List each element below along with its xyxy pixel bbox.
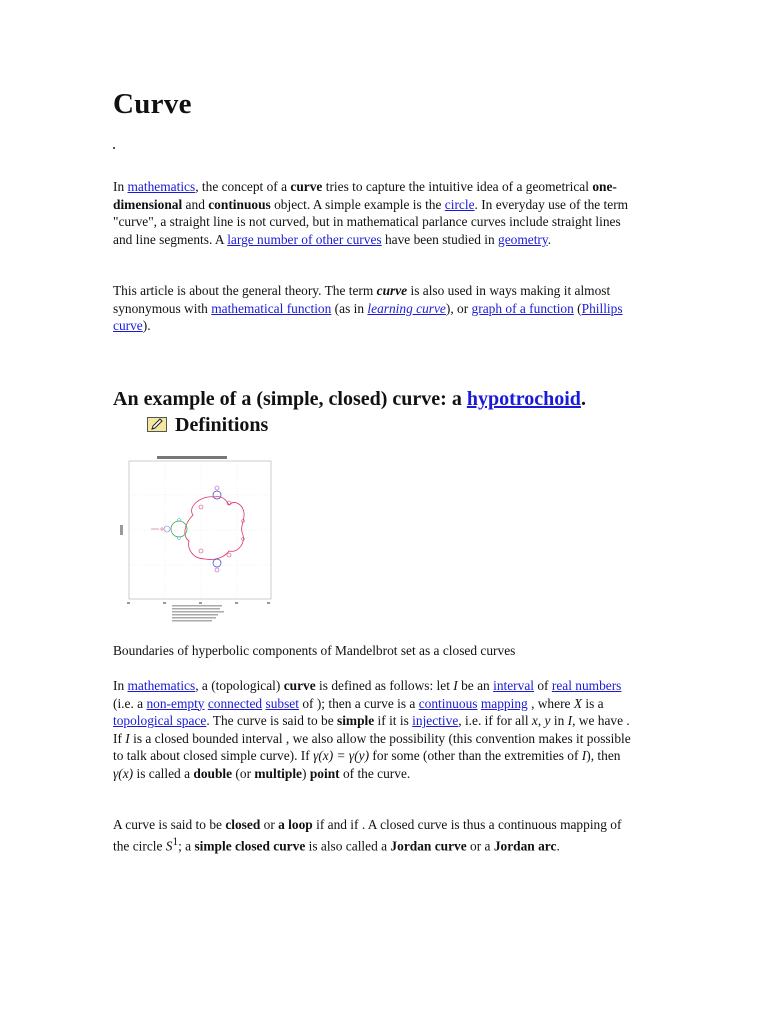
text: . <box>556 838 560 854</box>
bold-italic-term: curve <box>376 283 408 298</box>
text: for some (other than the extremities of <box>369 748 582 764</box>
link-large-number-of-curves[interactable]: large number of other curves <box>227 231 382 247</box>
bold-term: one-dimensional <box>113 179 617 212</box>
text: . The curve is said to be <box>206 713 337 729</box>
text: or a <box>466 838 494 854</box>
example-heading <box>113 388 586 411</box>
link-mathematics-2[interactable]: mathematics <box>127 678 196 693</box>
text: is called a <box>133 765 194 781</box>
bold-term: Jordan curve <box>390 838 467 854</box>
text: is a <box>582 695 604 711</box>
text: , i.e. if for all <box>458 713 532 729</box>
math-var: x <box>531 713 538 729</box>
link-injective[interactable]: injective <box>412 713 459 729</box>
link-learning-curve[interactable] <box>367 301 445 316</box>
math-var: I <box>453 678 458 693</box>
bold-term: simple <box>337 713 375 729</box>
link-graph-of-a-function[interactable]: graph of a function <box>471 300 574 316</box>
text: in <box>550 713 568 729</box>
link-connected[interactable]: connected <box>207 695 263 711</box>
bold-term: multiple <box>254 765 303 781</box>
page-title: Curve <box>113 88 192 120</box>
text: have been studied in <box>381 231 499 247</box>
link-hypotrochoid[interactable]: hypotrochoid <box>466 388 581 410</box>
figure-caption: Boundaries of hyperbolic components of Mandelbrot set as a closed curves <box>113 643 516 658</box>
text: (or <box>232 765 255 781</box>
text: ), then <box>586 748 621 764</box>
text: or <box>260 817 279 832</box>
text: In <box>113 678 128 693</box>
text: of the curve. <box>339 765 411 781</box>
text: (as in <box>331 300 368 316</box>
link-mapping[interactable]: mapping <box>480 695 528 711</box>
text: tries to capture the intuitive idea of a geometrical <box>322 179 593 194</box>
text: . In everyday use of the term "curve", a straight line is not curved, but in mathematical parlance curves include straight lines and line segments. A <box>113 196 629 247</box>
bold-term: a loop <box>278 817 313 832</box>
link-text: learning curve <box>367 300 446 316</box>
math-var: I <box>581 748 587 764</box>
text: A curve is said to be <box>113 817 226 832</box>
text: . <box>547 231 552 247</box>
bold-term: double <box>193 765 233 781</box>
bold-term: point <box>309 765 340 781</box>
text: ), or <box>445 300 472 316</box>
text: , a (topological) <box>195 678 284 693</box>
link-geometry[interactable]: geometry <box>498 231 548 247</box>
mandelbrot-boundary-figure <box>117 455 277 625</box>
text: if and if . A closed curve is thus a continuous mapping of the circle <box>113 817 622 854</box>
text: ) <box>302 765 310 781</box>
text: In <box>113 179 128 194</box>
link-circle[interactable]: circle <box>444 196 475 212</box>
math-var: S <box>165 838 173 854</box>
bold-term: closed <box>225 817 261 832</box>
text: of ); then a curve is a <box>298 695 419 711</box>
text: , the concept of a <box>195 179 291 194</box>
text: (i.e. a <box>113 695 147 711</box>
link-real-numbers[interactable]: real numbers <box>551 678 622 693</box>
text: , <box>537 713 545 729</box>
text: ). <box>142 318 151 334</box>
edit-pencil-icon[interactable] <box>147 415 167 430</box>
text: is defined as follows: let <box>315 678 454 693</box>
link-subset[interactable]: subset <box>265 695 299 711</box>
text: ( <box>573 300 582 316</box>
superscript: 1 <box>172 835 179 848</box>
link-non-empty[interactable]: non-empty <box>146 695 205 711</box>
text: is also called a <box>305 838 391 854</box>
text: , where <box>527 695 574 711</box>
text: of <box>534 678 552 693</box>
text: and <box>182 196 209 212</box>
closed-curve-paragraph <box>113 816 633 855</box>
text: object. A simple example is the <box>270 196 445 212</box>
text: is also used in ways making it almost synonymous with <box>113 283 611 316</box>
intro-paragraph <box>113 178 633 248</box>
text: is a closed bounded interval , we also allow the possibility (this convention makes it possible to talk about closed simple curve). If <box>113 730 631 764</box>
math-var: I <box>125 730 130 746</box>
math-expression: γ(x) = γ(y) <box>313 748 370 764</box>
bold-term: Jordan arc <box>493 838 557 854</box>
definitions-heading <box>147 414 268 437</box>
text: ; a <box>178 838 195 854</box>
link-mathematics[interactable]: mathematics <box>127 179 196 194</box>
math-var: X <box>573 695 583 711</box>
separator-dot <box>113 147 115 149</box>
bold-term: simple closed curve <box>194 838 306 854</box>
link-interval[interactable]: interval <box>493 678 534 693</box>
heading-text: An example of a (simple, closed) curve: a <box>113 388 467 410</box>
math-var: I <box>567 713 573 729</box>
heading-text: Definitions <box>175 414 269 436</box>
general-theory-paragraph <box>113 282 633 335</box>
text: This article is about the general theory. The term <box>113 283 377 298</box>
heading-text: . <box>580 388 586 410</box>
text: , we have . If <box>113 713 630 746</box>
link-topological-space[interactable]: topological space <box>113 713 207 729</box>
bold-term: curve <box>290 179 323 194</box>
link-phillips-curve[interactable]: Phillips curve <box>113 300 623 334</box>
math-var: y <box>544 713 551 729</box>
bold-term: continuous <box>208 196 271 212</box>
link-mathematical-function[interactable]: mathematical function <box>211 300 332 316</box>
math-expression: γ(x) <box>113 765 134 781</box>
text: if it is <box>374 713 413 729</box>
bold-term: curve <box>283 678 316 693</box>
link-continuous[interactable]: continuous <box>418 695 478 711</box>
definition-paragraph <box>113 677 633 783</box>
text: be an <box>457 678 494 693</box>
